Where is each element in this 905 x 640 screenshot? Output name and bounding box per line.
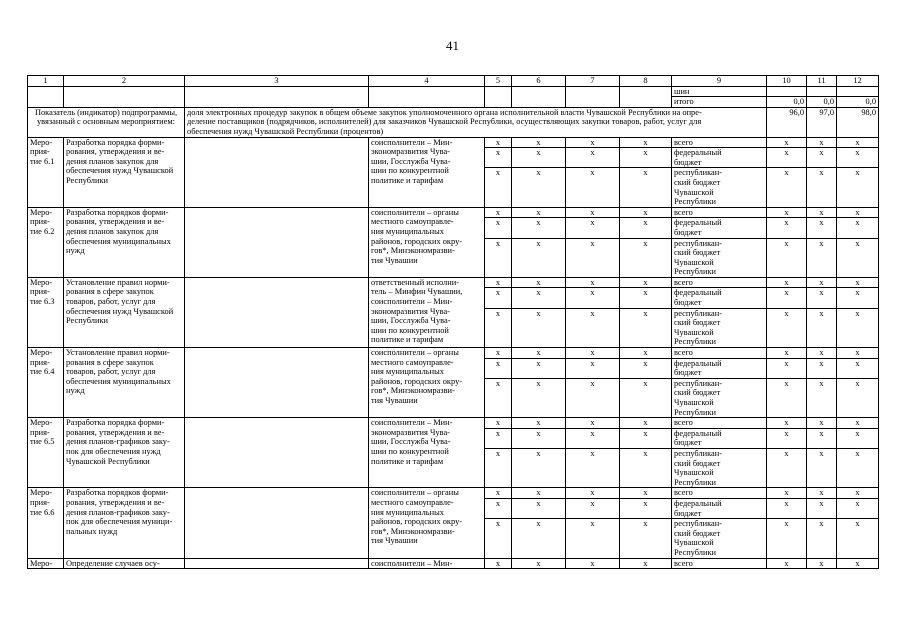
x-mark: x (566, 218, 620, 238)
x-mark: x (620, 277, 672, 288)
measure-executors: ответственный исполни- тель – Минфин Чувашии, соисполнители – Мин- экономразвития Чува- шии, Госслужба Чува- шии по конкурентной политике и тарифам (369, 277, 485, 347)
x-mark: x (767, 378, 807, 417)
indicator-value: 97,0 (807, 107, 837, 137)
x-mark: x (566, 378, 620, 417)
x-mark: x (566, 207, 620, 218)
x-mark: x (566, 488, 620, 499)
measure-code: Меро- прия- тие 6.5 (28, 418, 64, 488)
measure-name: Определение случаев осу- (64, 558, 185, 569)
measure-name: Разработка порядков форми- рования, утверждения и ве- дения планов-графиков заку- пок для обеспечения муници- пальных нужд (64, 488, 185, 558)
col-number: 12 (837, 76, 879, 87)
x-mark: x (512, 148, 566, 168)
x-mark: x (807, 418, 837, 429)
x-mark: x (620, 238, 672, 277)
measure-name: Разработка порядка форми- рования, утверждения и ве- дения планов закупок для обеспечения нужд Чувашской Республики (64, 137, 185, 207)
x-mark: x (485, 348, 512, 359)
x-mark: x (512, 218, 566, 238)
x-mark: x (807, 378, 837, 417)
measure-executors: соисполнители – органы местного самоуправле- ния муниципальных районов, городских окру- гов*, Минэкономразви- тия Чувашии (369, 488, 485, 558)
x-mark: x (485, 418, 512, 429)
continuation-row (28, 86, 879, 97)
x-mark: x (767, 448, 807, 487)
x-mark: x (767, 277, 807, 288)
value-cell: 0,0 (807, 97, 837, 108)
measure-row (28, 418, 879, 429)
col-number: 6 (512, 76, 566, 87)
fund-source: всего (672, 207, 767, 218)
fund-source: федеральный бюджет (672, 288, 767, 308)
x-mark: x (512, 558, 566, 569)
x-mark: x (807, 238, 837, 277)
x-mark: x (566, 428, 620, 448)
col-number: 2 (64, 76, 185, 87)
x-mark: x (767, 288, 807, 308)
x-mark: x (620, 137, 672, 148)
measure-result (185, 418, 369, 488)
column-number-row (28, 76, 879, 87)
fund-source: республикан- ский бюджет Чувашской Республики (672, 168, 767, 207)
x-mark: x (837, 137, 879, 148)
x-mark: x (767, 308, 807, 347)
fund-source: всего (672, 348, 767, 359)
x-mark: x (485, 277, 512, 288)
fund-source: всего (672, 137, 767, 148)
x-mark: x (566, 148, 620, 168)
measure-code: Меро- (28, 558, 64, 569)
x-mark: x (767, 488, 807, 499)
x-mark: x (620, 428, 672, 448)
x-mark: x (512, 288, 566, 308)
x-mark: x (767, 358, 807, 378)
x-mark: x (620, 498, 672, 518)
x-mark: x (837, 378, 879, 417)
x-mark: x (485, 207, 512, 218)
x-mark: x (767, 168, 807, 207)
x-mark: x (620, 308, 672, 347)
col-number: 9 (672, 76, 767, 87)
fund-source: республикан- ский бюджет Чувашской Республики (672, 519, 767, 558)
x-mark: x (837, 308, 879, 347)
x-mark: x (485, 378, 512, 417)
x-mark: x (807, 498, 837, 518)
x-mark: x (620, 358, 672, 378)
x-mark: x (566, 168, 620, 207)
col-number: 11 (807, 76, 837, 87)
x-mark: x (807, 277, 837, 288)
x-mark: x (807, 348, 837, 359)
measure-executors: соисполнители – Мин- (369, 558, 485, 569)
x-mark: x (767, 498, 807, 518)
measure-result (185, 207, 369, 277)
x-mark: x (807, 218, 837, 238)
x-mark: x (620, 148, 672, 168)
x-mark: x (837, 207, 879, 218)
x-mark: x (566, 238, 620, 277)
col-number: 1 (28, 76, 64, 87)
x-mark: x (512, 358, 566, 378)
x-mark: x (807, 558, 837, 569)
x-mark: x (512, 488, 566, 499)
x-mark: x (767, 207, 807, 218)
x-mark: x (512, 137, 566, 148)
measure-row (28, 488, 879, 499)
x-mark: x (566, 288, 620, 308)
x-mark: x (512, 238, 566, 277)
x-mark: x (767, 348, 807, 359)
x-mark: x (620, 207, 672, 218)
measure-executors: соисполнители – Мин- экономразвития Чува- шии, Госслужба Чува- шии по конкурентной политике и тарифам (369, 418, 485, 488)
x-mark: x (767, 238, 807, 277)
x-mark: x (566, 448, 620, 487)
measure-executors: соисполнители – органы местного самоуправле- ния муниципальных районов, городских окру- гов*, Минэкономразви- тия Чувашии (369, 348, 485, 418)
x-mark: x (837, 448, 879, 487)
measure-result (185, 558, 369, 569)
x-mark: x (566, 137, 620, 148)
fund-source: федеральный бюджет (672, 358, 767, 378)
col-number: 8 (620, 76, 672, 87)
measure-row (28, 207, 879, 218)
x-mark: x (485, 238, 512, 277)
measure-result (185, 488, 369, 558)
x-mark: x (837, 238, 879, 277)
measure-code: Меро- прия- тие 6.1 (28, 137, 64, 207)
fund-source: республикан- ский бюджет Чувашской Республики (672, 308, 767, 347)
x-mark: x (837, 148, 879, 168)
x-mark: x (807, 488, 837, 499)
measure-row (28, 348, 879, 359)
measure-name: Установление правил норми- рования в сфере закупок товаров, работ, услуг для обеспечения муниципальных нужд (64, 348, 185, 418)
measure-name: Разработка порядков форми- рования, утверждения и ве- дения планов закупок для обеспечения муниципальных нужд (64, 207, 185, 277)
measure-row (28, 277, 879, 288)
col-number: 7 (566, 76, 620, 87)
fund-source: республикан- ский бюджет Чувашской Республики (672, 238, 767, 277)
x-mark: x (620, 378, 672, 417)
x-mark: x (807, 168, 837, 207)
indicator-text: доля электронных процедур закупок в общем объеме закупок уполномоченного органа исполнительной власти Чувашской Республики на опре- деление поставщиков (подрядчиков, исполнителей) для заказчиков Чувашской Республики, осуществляющих закупки товаров, работ, услуг для обеспечения нужд Чувашской Республики (процентов) (185, 107, 767, 137)
x-mark: x (767, 418, 807, 429)
x-mark: x (512, 448, 566, 487)
measure-result (185, 137, 369, 207)
x-mark: x (620, 288, 672, 308)
indicator-value: 98,0 (837, 107, 879, 137)
x-mark: x (620, 558, 672, 569)
x-mark: x (620, 348, 672, 359)
indicator-row (28, 107, 879, 137)
fund-source: всего (672, 418, 767, 429)
fund-source: республикан- ский бюджет Чувашской Республики (672, 448, 767, 487)
x-mark: x (566, 498, 620, 518)
x-mark: x (485, 558, 512, 569)
fund-source: итого (672, 97, 767, 108)
x-mark: x (485, 488, 512, 499)
fund-source: шин (672, 86, 767, 97)
x-mark: x (512, 378, 566, 417)
measure-name: Установление правил норми- рования в сфере закупок товаров, работ, услуг для обеспечения нужд Чувашской Республики (64, 277, 185, 347)
x-mark: x (837, 218, 879, 238)
x-mark: x (485, 519, 512, 558)
x-mark: x (566, 558, 620, 569)
x-mark: x (807, 428, 837, 448)
measure-executors: соисполнители – органы местного самоуправле- ния муниципальных районов, городских окру- гов*, Минэкономразви- тия Чувашии (369, 207, 485, 277)
x-mark: x (767, 137, 807, 148)
value-cell: 0,0 (837, 97, 879, 108)
x-mark: x (807, 207, 837, 218)
x-mark: x (837, 348, 879, 359)
x-mark: x (512, 308, 566, 347)
fund-source: всего (672, 277, 767, 288)
value-cell: 0,0 (767, 97, 807, 108)
fund-source: федеральный бюджет (672, 218, 767, 238)
x-mark: x (837, 488, 879, 499)
x-mark: x (807, 137, 837, 148)
x-mark: x (807, 519, 837, 558)
fund-source: федеральный бюджет (672, 148, 767, 168)
x-mark: x (620, 519, 672, 558)
x-mark: x (837, 498, 879, 518)
x-mark: x (485, 218, 512, 238)
col-number: 4 (369, 76, 485, 87)
program-table (27, 75, 879, 569)
x-mark: x (566, 277, 620, 288)
x-mark: x (837, 519, 879, 558)
x-mark: x (837, 558, 879, 569)
x-mark: x (485, 358, 512, 378)
x-mark: x (485, 148, 512, 168)
x-mark: x (485, 308, 512, 347)
measure-row (28, 558, 879, 569)
measure-result (185, 348, 369, 418)
x-mark: x (620, 418, 672, 429)
x-mark: x (767, 558, 807, 569)
measure-code: Меро- прия- тие 6.3 (28, 277, 64, 347)
x-mark: x (620, 168, 672, 207)
x-mark: x (837, 418, 879, 429)
x-mark: x (512, 418, 566, 429)
x-mark: x (512, 207, 566, 218)
indicator-label: Показатель (индикатор) подпрограммы, увязанный с основным мероприятием: (28, 107, 185, 137)
x-mark: x (566, 519, 620, 558)
x-mark: x (837, 428, 879, 448)
x-mark: x (807, 288, 837, 308)
x-mark: x (512, 168, 566, 207)
page-number: 41 (446, 38, 459, 53)
fund-source: федеральный бюджет (672, 498, 767, 518)
x-mark: x (485, 498, 512, 518)
x-mark: x (566, 358, 620, 378)
fund-source: всего (672, 488, 767, 499)
x-mark: x (566, 348, 620, 359)
x-mark: x (620, 488, 672, 499)
fund-source: федеральный бюджет (672, 428, 767, 448)
x-mark: x (485, 448, 512, 487)
x-mark: x (620, 218, 672, 238)
measure-code: Меро- прия- тие 6.2 (28, 207, 64, 277)
x-mark: x (485, 168, 512, 207)
x-mark: x (512, 498, 566, 518)
measure-result (185, 277, 369, 347)
x-mark: x (837, 277, 879, 288)
x-mark: x (620, 448, 672, 487)
x-mark: x (485, 137, 512, 148)
x-mark: x (837, 288, 879, 308)
measure-row (28, 137, 879, 148)
x-mark: x (512, 519, 566, 558)
x-mark: x (566, 308, 620, 347)
indicator-value: 96,0 (767, 107, 807, 137)
col-number: 3 (185, 76, 369, 87)
measure-code: Меро- прия- тие 6.6 (28, 488, 64, 558)
x-mark: x (512, 348, 566, 359)
x-mark: x (807, 448, 837, 487)
x-mark: x (767, 148, 807, 168)
measure-executors: соисполнители – Мин- экономразвития Чува- шии, Госслужба Чува- шии по конкурентной политике и тарифам (369, 137, 485, 207)
measure-name: Разработка порядка форми- рования, утверждения и ве- дения планов-графиков заку- пок для обеспечения нужд Чувашской Республики (64, 418, 185, 488)
col-number: 5 (485, 76, 512, 87)
x-mark: x (566, 418, 620, 429)
col-number: 10 (767, 76, 807, 87)
x-mark: x (767, 519, 807, 558)
x-mark: x (807, 148, 837, 168)
measure-code: Меро- прия- тие 6.4 (28, 348, 64, 418)
x-mark: x (512, 428, 566, 448)
x-mark: x (837, 168, 879, 207)
x-mark: x (767, 218, 807, 238)
x-mark: x (807, 308, 837, 347)
x-mark: x (485, 288, 512, 308)
x-mark: x (512, 277, 566, 288)
fund-source: всего (672, 558, 767, 569)
fund-source: республикан- ский бюджет Чувашской Республики (672, 378, 767, 417)
x-mark: x (767, 428, 807, 448)
x-mark: x (807, 358, 837, 378)
x-mark: x (485, 428, 512, 448)
x-mark: x (837, 358, 879, 378)
